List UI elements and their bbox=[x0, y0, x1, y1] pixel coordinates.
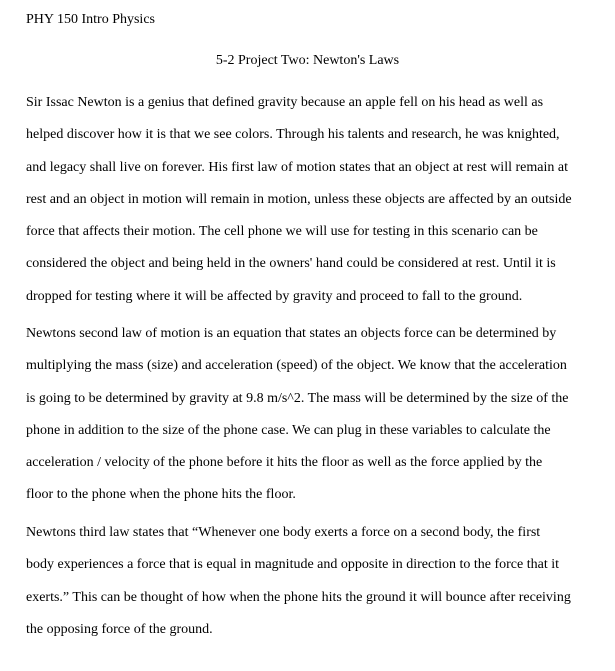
paragraph-line: force that affects their motion. The cell phone we will use for testing in this scenario can be bbox=[26, 224, 538, 240]
paragraph-line: is going to be determined by gravity at 9.8 m/s^2. The mass will be determined by the size of the bbox=[26, 390, 569, 406]
paragraph-line: dropped for testing where it will be affected by gravity and proceed to fall to the ground. bbox=[26, 288, 523, 304]
paragraph-line: exerts.” This can be thought of how when the phone hits the ground it will bounce after receiving bbox=[26, 589, 571, 605]
paragraph-line: rest and an object in motion will remain in motion, unless these objects are affected by an outside bbox=[26, 191, 572, 207]
paragraph-line: floor to the phone when the phone hits the floor. bbox=[26, 487, 296, 503]
paragraph-line: and legacy shall live on forever. His first law of motion states that an object at rest will remain at bbox=[26, 159, 568, 175]
paragraph-line: phone in addition to the size of the phone case. We can plug in these variables to calculate the bbox=[26, 422, 551, 438]
paragraph-line: Sir Issac Newton is a genius that defined gravity because an apple fell on his head as well as bbox=[26, 95, 544, 110]
paragraph-line: acceleration / velocity of the phone before it hits the floor as well as the force applied by the bbox=[26, 455, 543, 471]
paragraph-first-law bbox=[26, 94, 596, 320]
paragraph-line: body experiences a force that is equal in magnitude and opposite in direction to the force that it bbox=[26, 557, 559, 573]
paragraph-line: Newtons second law of motion is an equation that states an objects force can be determined by bbox=[26, 326, 557, 341]
paragraph-line: considered the object and being held in the owners' hand could be considered at rest. Until it is bbox=[26, 256, 556, 272]
paragraph-line: the opposing force of the ground. bbox=[26, 621, 213, 637]
paragraph-line: helped discover how it is that we see colors. Through his talents and research, he was knighted, bbox=[26, 127, 560, 143]
paragraph-third-law bbox=[26, 524, 596, 653]
course-header: PHY 150 Intro Physics bbox=[26, 12, 155, 27]
paragraph-line: multiplying the mass (size) and acceleration (speed) of the object. We know that the acceleration bbox=[26, 358, 567, 374]
paragraph-line: Newtons third law states that “Whenever one body exerts a force on a second body, the first bbox=[26, 525, 541, 540]
paragraph-second-law bbox=[26, 325, 596, 519]
document-title: 5-2 Project Two: Newton's Laws bbox=[215, 53, 400, 68]
